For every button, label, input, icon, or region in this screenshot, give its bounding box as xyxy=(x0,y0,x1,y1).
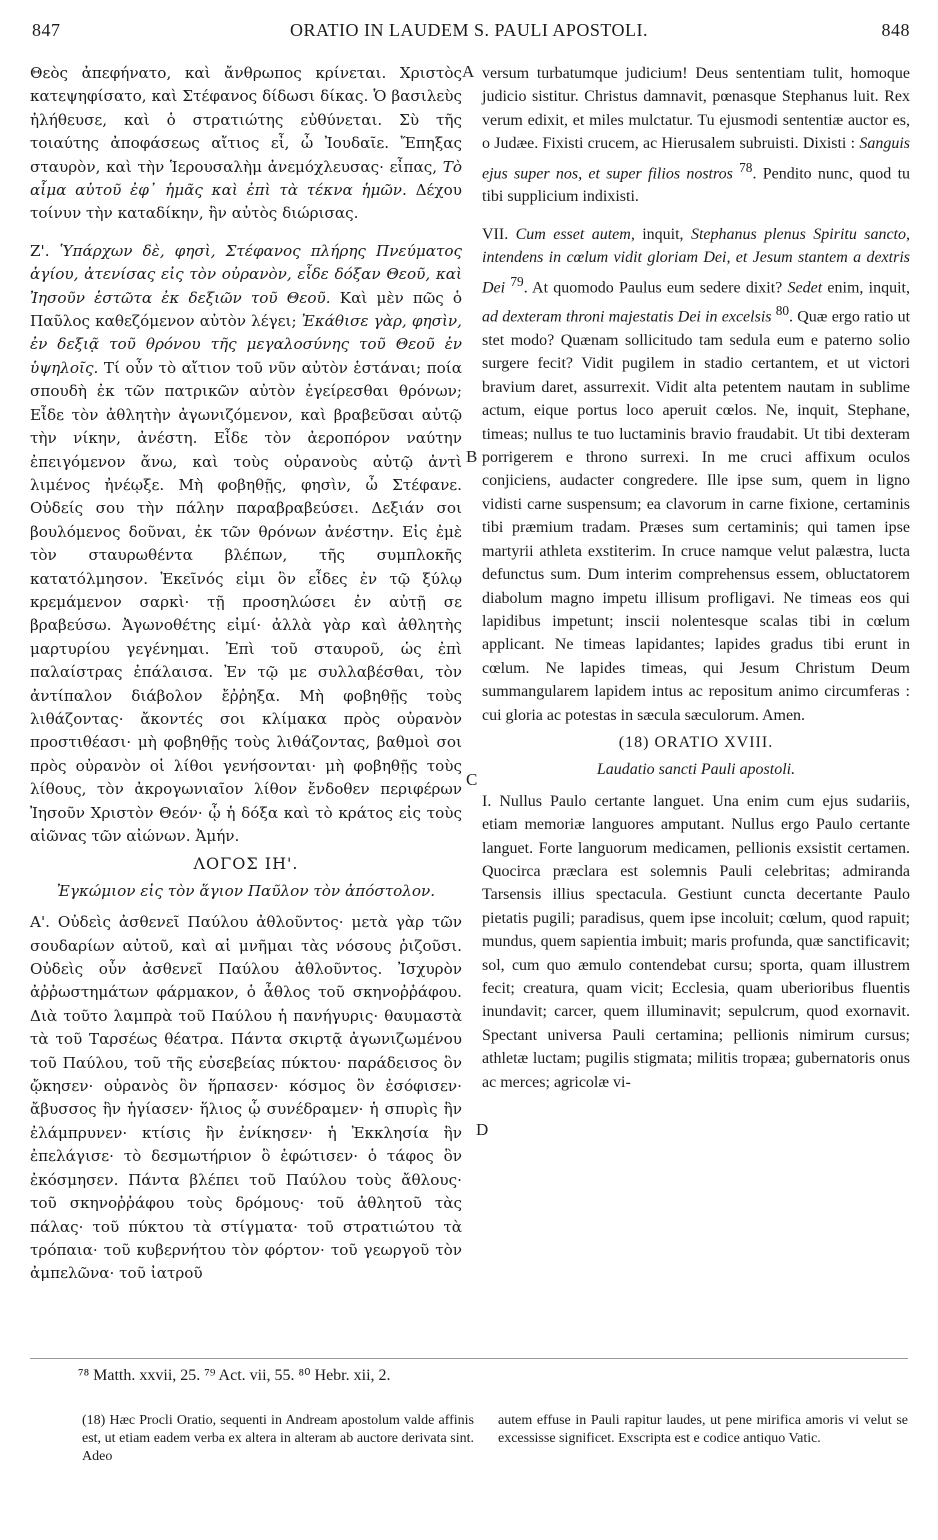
greek-oration-heading: ΛΟΓΟΣ ΙΗ'. xyxy=(193,854,299,874)
greek-column xyxy=(30,62,462,1286)
latin-paragraph-3: I. Nullus Paulo certante languet. Una enim cum ejus sudariis, etiam memoriæ languores amputant. Nullus ergo Paulo certante languet. Forte languorum medicamen, pellionis exsistit certamen. Quocirca præclara est solemnis Pauli celebritas; admiranda Tarsensis illius spectacula. Gestiunt cuncta decertante Paulo pietatis pugili; paradisus, quem ipse incoluit; cœlum, quod rapuit; mundus, quem sapientia imbuit; maris profunda, quæ sanctificavit; sol, cum quo æmulo contendebat cursu; sporta, quam illustrem fecit; creatura, quam vicit; Ecclesia, quam uberioribus fluentis inundavit; carcer, quem illuminavit; sepulcrum, quod exornavit. Spectant universa Pauli certamina; pellionis nimirum cursus; athletæ luctam; pugilis stigmata; militis tropæa; gubernatoris onus ac merces; agricolæ vi- xyxy=(482,792,910,1091)
footnote-ref-80: 80 xyxy=(775,303,790,319)
greek-oration-subheading: Ἐγκώμιον εἰς τὸν ἅγιον Παῦλον τὸν ἀπόστολον. xyxy=(56,881,436,900)
footnote-ref-79: 79 xyxy=(510,273,524,289)
footnote-divider xyxy=(30,1358,908,1359)
editor-note-left: (18) Hæc Procli Oratio, sequenti in Andream apostolum valde affinis est, ut etiam eadem verba ex altera in alteram ab auctore derivata sint. Adeo xyxy=(82,1413,474,1464)
footnote-ref-78: 78 xyxy=(739,159,753,175)
latin-oration-heading: (18) ORATIO XVIII. xyxy=(618,733,774,751)
page-number-left: 847 xyxy=(32,20,61,40)
editor-note-right: autem effuse in Pauli rapitur laudes, ut pene mirifica amoris vi velut se excessisse significet. Exscripta est e codice antiquo Vatic. xyxy=(498,1413,908,1446)
page-header xyxy=(20,14,918,42)
latin-column xyxy=(482,62,910,1094)
running-title: ORATIO IN LAUDEM S. PAULI APOSTOLI. xyxy=(289,20,649,40)
latin-oration-subheading: Laudatio sancti Pauli apostoli. xyxy=(596,761,796,779)
latin-paragraph-2: VII. Cum esset autem, inquit, Stephanus plenus Spiritu sancto, intendens in cœlum vidit gloriam Dei, et Jesum stantem a dextris Dei $^{79}$. At quomodo Paulus eum sedere dixit? Sedet enim, inquit, ad dexteram throni majestatis Dei in excelsis $^{80}$. Quæ ergo ratio ut stet modo? Quænam sollicitudo tam sedula eum e paterno solio surgere fecit? Vidit pugilem in stadio certantem, et ut victori bravium daret, assurrexit. Vidit alta petentem nautam in sublime actum, eique portus loco aperuit cœlos. Ne, inquit, Stephane, timeas; nullus te tuo luctaminis bravio fraudabit. Ut tibi dexteram porrigerem e throno surrexi. In me cruci affixum oculos conjiciens, audacter congredere. Ille ipse sum, quem in ligno vidisti carne suspensum; ea clavorum in carne fixione, certaminis tibi præmium tradam. Præses sum certaminis; qui tamen ipse martyrii athleta exstiterim. In cruce namque velut palæstra, lucta defunctus sum. Dum interim comprehensus essem, obluctatorem diabolum magno impetu illisum profligavi. Ne timeas eos qui lapidibus impetunt; inscii nolentesque scalas tibi in cœlum applicant. Ne timeas lapidantes; lapides gradus tibi erunt in cœlum. Ne lapides timeas, qui Jesum Christum Deum summangularem lapidem intus ac repositum animo circumferas : cui gloria ac potestas in sæcula sæculorum. Amen. xyxy=(482,225,911,724)
section-marker-b: B xyxy=(466,447,478,466)
latin-paragraph-1: versum turbatumque judicium! Deus sententiam tulit, homoque judicio sistitur. Christus damnavit, pœnasque Stephanus luit. Rex verum edixit, et miles mulctatur. Tu ejusmodi sententiæ auctor es, o Judæe. Fixisti crucem, ac Hierusalem subruisti. Dixisti : Sanguis ejus super nos, et super filios nostros $^{78}$. Pendito nunc, quod tu tibi supplicium indixisti. xyxy=(482,65,911,206)
page-number-right: 848 xyxy=(881,20,910,40)
footnotes: ⁷⁸ Matth. xxvii, 25. ⁷⁹ Act. vii, 55. ⁸⁰ Hebr. xii, 2. xyxy=(78,1367,391,1384)
section-marker-a: A xyxy=(462,62,475,81)
greek-paragraph-2: Ζ'. Ὑπάρχων δὲ, φησὶ, Στέφανος πλήρης Πνεύματος ἁγίου, ἀτενίσας εἰς τὸν οὐρανὸν, εἶδε δόξαν Θεοῦ, καὶ Ἰησοῦν ἑστῶτα ἐκ δεξιῶν τοῦ Θεοῦ. Καὶ μὲν πῶς ὁ Παῦλος καθεζόμενον αὐτὸν λέγει; Ἐκάθισε γὰρ, φησὶν, ἐν δεξιᾷ τοῦ θρόνου τῆς μεγαλοσύνης τοῦ Θεοῦ ἐν ὑψηλοῖς. Τί οὖν τὸ αἴτιον τοῦ νῦν αὐτὸν ἑστάναι; ποία σπουδὴ ἐκ τῶν πατρικῶν αὐτὸν ἐγείρεσθαι θρόνων; Εἶδε τὸν ἀθλητὴν ἀγωνιζόμενον, καὶ βραβεῦσαι αὐτῷ τὴν νίκην, ἀνέστη. Εἶδε τὸν ἀεροπόρον ναύτην ἐπειγόμενον ἄνω, καὶ τοὺς οὐρανοὺς αὐτῷ ἀντὶ λιμένος ἠνέῳξε. Μὴ φοβηθῇς, φησὶν, ὦ Στέφανε. Οὐδείς σου τὴν πάλην παραβραβεύσει. Δεξιάν σοι βουλόμενος δοῦναι, ἐκ τῶν θρόνων ἀνέστην. Εἰς ἐμὲ τὸν σταυρωθέντα βλέπων, τῆς συμπλοκῆς κατατόλμησον. Ἐκεῖνός εἰμι ὃν εἶδες ἐν τῷ ξύλῳ κρεμάμενον σαρκὶ· τῇ προσηλώσει ἐν αὐτῇ σε βραβεύσω. Ἀγωνοθέτης εἰμί· ἀλλὰ γὰρ καὶ ἀθλητὴς μαρτυρίου γεγένημαι. Ἐπὶ τοῦ σταυροῦ, ὡς ἐπὶ παλαίστρας ἐπάλαισα. Ἐν τῷ με συλλαβέσθαι, τὸν ἀντίπαλον διάβολον ἔῤῥηξα. Μὴ φοβηθῇς τοὺς λιθάζοντας· ἄκοντές σοι κλίμακα πρὸς οὐρανὸν προστιθέασι· μὴ φοβηθῇς τοὺς λιθάζοντας, βαθμοὶ σοι πρὸς οὐρανὸν οἱ λίθοι γενήσονται· μὴ φοβηθῇς τοὺς λίθους, τὸν ἀκρογωνιαῖον λίθον ἔνδοθεν περιφέρων Ἰησοῦν Χριστὸν Θεόν· ᾧ ἡ δόξα καὶ τὸ κράτος εἰς τοὺς αἰῶνας τῶν αἰώνων. Ἀμήν. xyxy=(30,241,463,845)
section-marker-d: D xyxy=(476,1120,489,1139)
greek-paragraph-3: Α'. Οὐδεὶς ἀσθενεῖ Παύλου ἀθλοῦντος· μετὰ γὰρ τῶν σουδαρίων αὐτοῦ, καὶ αἱ μνῆμαι τὰς νόσους ῥιζοῦσι. Οὐδεὶς οὖν ἀσθενεῖ Παύλου ἀθλοῦντος. Ἰσχυρὸν ἀῤῥωστημάτων φάρμακον, ὁ ἆθλος τοῦ σκηνοῤῥάφου. Διὰ τοῦτο λαμπρὰ τοῦ Παύλου ἡ πανήγυρις· θαυμαστὰ τὰ τοῦ Ταρσέως θέατρα. Πάντα σκιρτᾷ ἀγωνιζωμένου τοῦ Παύλου, τοῦ τῆς εὐσεβείας πύκτου· παράδεισος ὃν ᾤκησεν· οὐρανὸς ὃν ἥρπασεν· κόσμος ὃν ἐσόφισεν· ἄβυσσος ἣν ἡγίασεν· ἥλιος ᾧ συνέδραμεν· ἡ σπυρὶς ἣν ἐλάμπρυνεν· κτίσις ἣν ἐνίκησεν· ἡ Ἐκκλησία ἣν ἐπελάγισε· τὸ δεσμωτήριον ὃ ἐφώτισεν· ὁ τάφος ὃν ἐκόσμησεν. Πάντα βλέπει τοῦ Παύλου τοὺς ἄθλους· τοῦ σκηνοῤῥάφου τοὺς δρόμους· τοῦ ἀθλητοῦ τὰς πάλας· τοῦ πύκτου τὰ στίγματα· τοῦ στρατιώτου τὰ τρόπαια· τοῦ κυβερνήτου τὸν φόρτον· τοῦ γεωργοῦ τὸν ἀμπελῶνα· τοῦ ἰατροῦ xyxy=(30,913,462,1283)
greek-paragraph-1: Θεὸς ἀπεφήνατο, καὶ ἄνθρωπος κρίνεται. Χριστὸς κατεψηφίσατο, καὶ Στέφανος δίδωσι δίκας. Ὁ βασιλεὺς ἠλήθευσε, καὶ ὁ στρατιώτης εὐθύνεται. Σὺ τῆς τοιαύτης ἀποφάσεως αἴτιος εἶ, ὦ Ἰουδαῖε. Ἔπηξας σταυρὸν, καὶ τὴν Ἱερουσαλὴμ ἀνεμόχλευσας· εἶπας, Τὸ αἷμα αὐτοῦ ἐφ᾽ ἡμᾶς καὶ ἐπὶ τὰ τέκνα ἡμῶν. Δέχου τοίνυν τὴν καταδίκην, ἣν αὐτὸς διώρισας. xyxy=(30,64,463,223)
section-marker-c: C xyxy=(466,770,478,789)
